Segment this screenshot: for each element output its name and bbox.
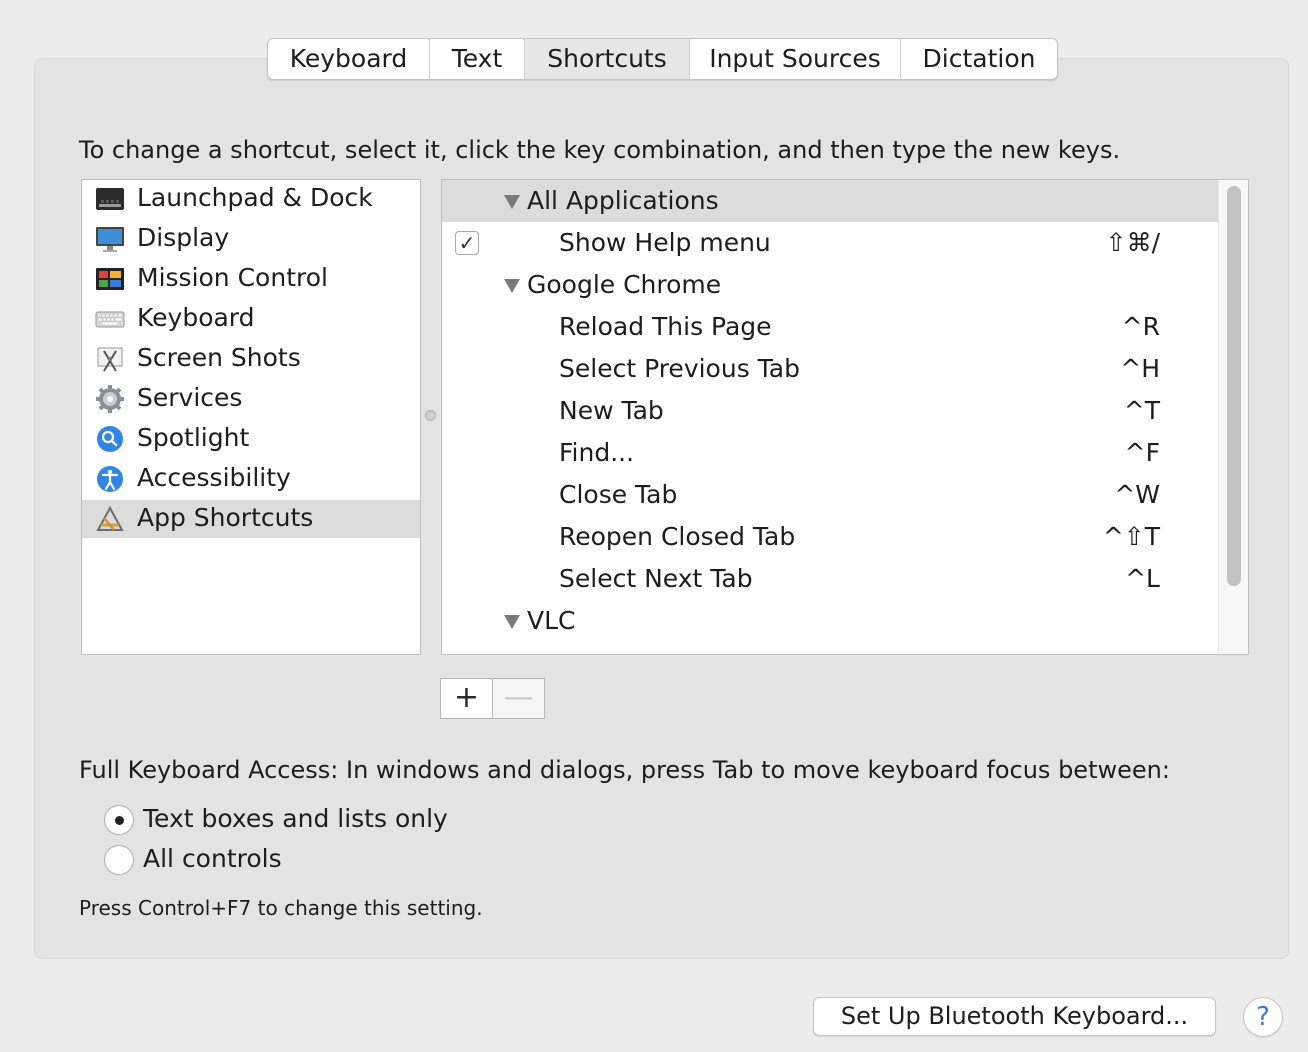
- radio-label[interactable]: Text boxes and lists only: [143, 804, 448, 833]
- tab-bar: [267, 38, 1058, 80]
- accessibility-icon: [95, 465, 125, 493]
- group-label: VLC: [527, 606, 576, 635]
- keyboard-icon: [95, 305, 125, 333]
- group-row-all-applications[interactable]: [442, 180, 1219, 222]
- category-item-display[interactable]: [82, 220, 420, 258]
- remove-shortcut-button[interactable]: —: [493, 679, 544, 718]
- group-label: All Applications: [527, 186, 719, 215]
- display-icon: [95, 225, 125, 253]
- category-item-screen-shots[interactable]: [82, 340, 420, 378]
- disclosure-triangle-icon[interactable]: [504, 279, 520, 293]
- category-label: Mission Control: [137, 263, 328, 292]
- shortcut-row[interactable]: [442, 348, 1219, 390]
- radio-label[interactable]: All controls: [143, 844, 282, 873]
- shortcut-key[interactable]: ^W: [1114, 480, 1160, 509]
- shortcut-row[interactable]: [442, 432, 1219, 474]
- shortcut-key[interactable]: ^H: [1120, 354, 1160, 383]
- shortcut-label: Select Previous Tab: [559, 354, 800, 383]
- set-up-bluetooth-keyboard-button[interactable]: Set Up Bluetooth Keyboard...: [813, 997, 1216, 1036]
- split-view-handle[interactable]: [425, 410, 436, 421]
- category-label: Accessibility: [137, 463, 291, 492]
- shortcut-row[interactable]: [442, 516, 1219, 558]
- vertical-scrollbar[interactable]: [1218, 180, 1248, 654]
- app-shortcuts-icon: [95, 505, 125, 533]
- category-list[interactable]: [81, 179, 421, 655]
- group-row-vlc[interactable]: [442, 600, 1219, 642]
- enable-checkbox[interactable]: ✓: [455, 231, 479, 255]
- category-item-services[interactable]: [82, 380, 420, 418]
- tab-text[interactable]: Text: [430, 39, 525, 79]
- shortcut-label: Find...: [559, 438, 635, 467]
- shortcut-row[interactable]: [442, 390, 1219, 432]
- category-label: Spotlight: [137, 423, 250, 452]
- radio-button[interactable]: [104, 805, 134, 835]
- shortcut-key[interactable]: ^R: [1121, 312, 1160, 341]
- shortcut-key[interactable]: ^T: [1123, 396, 1160, 425]
- launchpad-dock-icon: [95, 185, 125, 213]
- services-gear-icon: [95, 385, 125, 413]
- shortcut-row[interactable]: [442, 474, 1219, 516]
- category-item-app-shortcuts[interactable]: [82, 500, 420, 538]
- add-shortcut-button[interactable]: +: [441, 679, 493, 718]
- category-label: App Shortcuts: [137, 503, 314, 532]
- disclosure-triangle-icon[interactable]: [504, 615, 520, 629]
- shortcut-label: Show Help menu: [559, 228, 771, 257]
- category-label: Services: [137, 383, 243, 412]
- shortcut-row[interactable]: [442, 222, 1219, 264]
- shortcut-key[interactable]: ^⇧T: [1102, 522, 1160, 551]
- category-item-keyboard[interactable]: [82, 300, 420, 338]
- control-f7-note: Press Control+F7 to change this setting.: [79, 896, 483, 920]
- shortcut-label: Close Tab: [559, 480, 678, 509]
- category-label: Keyboard: [137, 303, 255, 332]
- mission-control-icon: [95, 265, 125, 293]
- scrollbar-thumb[interactable]: [1227, 186, 1241, 586]
- shortcut-row[interactable]: [442, 558, 1219, 600]
- add-remove-control: [440, 678, 545, 719]
- tab-dictation[interactable]: Dictation: [922, 44, 1036, 73]
- screen-shots-icon: [95, 345, 125, 373]
- group-label: Google Chrome: [527, 270, 722, 299]
- shortcut-label: Reopen Closed Tab: [559, 522, 796, 551]
- spotlight-icon: [95, 425, 125, 453]
- shortcut-label: New Tab: [559, 396, 664, 425]
- help-button[interactable]: ?: [1243, 997, 1283, 1037]
- category-item-spotlight[interactable]: [82, 420, 420, 458]
- shortcut-row[interactable]: [442, 306, 1219, 348]
- tab-input-sources[interactable]: Input Sources: [690, 39, 901, 79]
- shortcut-key[interactable]: ^L: [1125, 564, 1160, 593]
- shortcut-label: Select Next Tab: [559, 564, 753, 593]
- category-label: Display: [137, 223, 230, 252]
- category-label: Screen Shots: [137, 343, 301, 372]
- tab-shortcuts[interactable]: Shortcuts: [525, 39, 690, 79]
- full-keyboard-access-label: Full Keyboard Access: In windows and dialogs, press Tab to move keyboard focus between:: [79, 756, 1170, 784]
- disclosure-triangle-icon[interactable]: [504, 195, 520, 209]
- shortcut-key[interactable]: ^F: [1124, 438, 1160, 467]
- shortcut-label: Reload This Page: [559, 312, 772, 341]
- category-label: Launchpad & Dock: [137, 183, 373, 212]
- tab-keyboard[interactable]: Keyboard: [268, 39, 430, 79]
- shortcut-list[interactable]: [441, 179, 1249, 655]
- radio-button[interactable]: [104, 845, 134, 875]
- category-item-launchpad-dock[interactable]: [82, 180, 420, 218]
- category-item-accessibility[interactable]: [82, 460, 420, 498]
- category-item-mission-control[interactable]: [82, 260, 420, 298]
- shortcut-key[interactable]: ⇧⌘/: [1105, 228, 1160, 257]
- instruction-text: To change a shortcut, select it, click the key combination, and then type the new keys.: [79, 136, 1121, 164]
- group-row-google-chrome[interactable]: [442, 264, 1219, 306]
